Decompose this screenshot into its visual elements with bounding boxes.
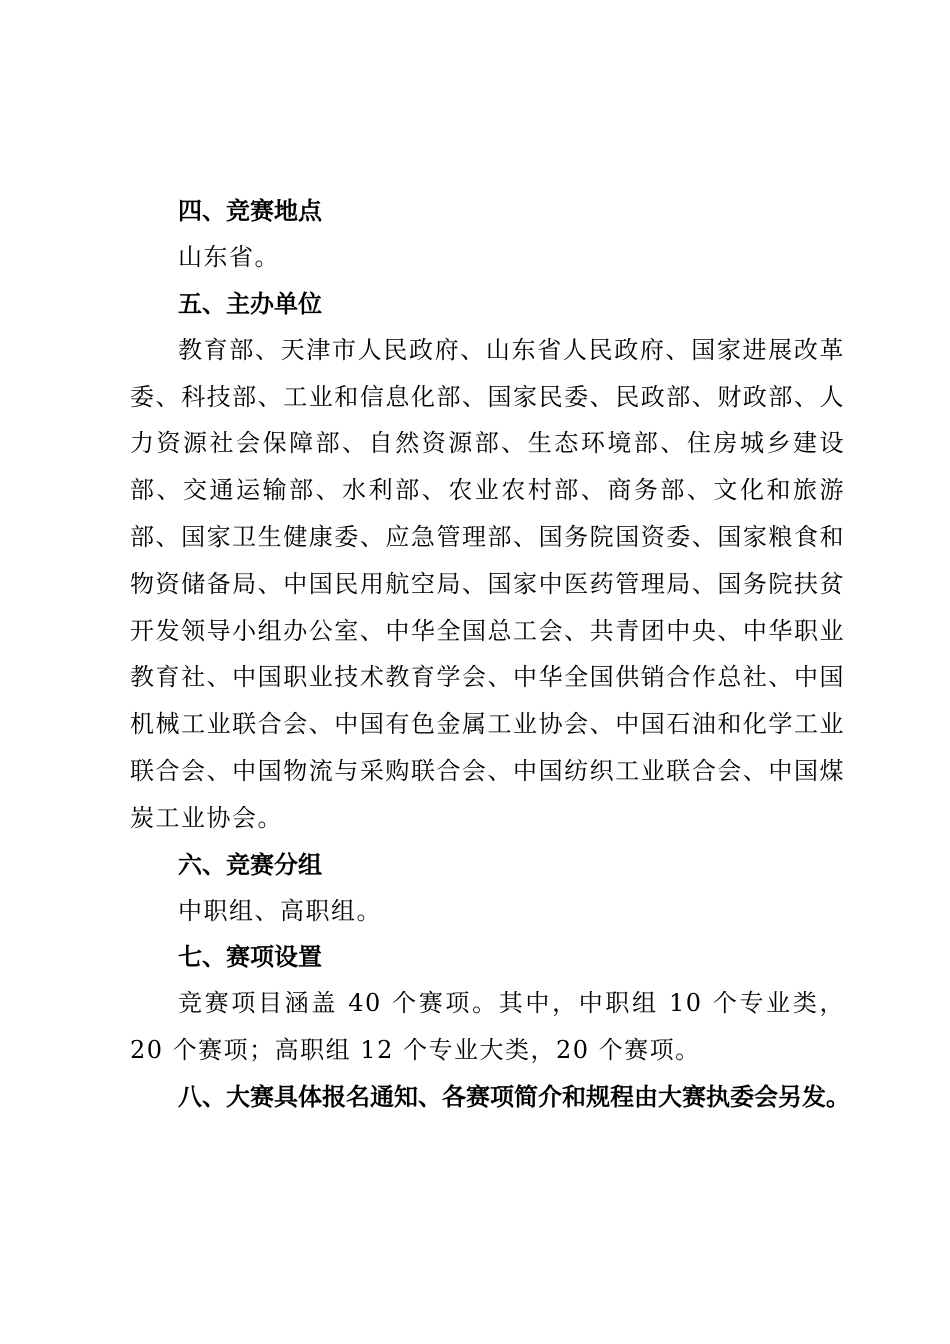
section-heading-events: 七、赛项设置 [178, 943, 322, 972]
section-heading-organizers: 五、主办单位 [178, 289, 322, 318]
section-heading-registration-notice: 八、大赛具体报名通知、各赛项简介和规程由大赛执委会另发。 [178, 1082, 850, 1111]
section-body-groups: 中职组、高职组。 [178, 896, 382, 925]
section-body-location: 山东省。 [178, 243, 280, 271]
section-heading-location: 四、竞赛地点 [178, 197, 322, 225]
section-body-organizers: 教育部、天津市人民政府、山东省人民政府、国家进展改革委、科技部、工业和信息化部、国家民委、民政部、财政部、人力资源社会保障部、自然资源部、生态环境部、住房城乡建设部、交通运输部、水利部、农业农村部、商务部、文化和旅游部、国家卫生健康委、应急管理部、国务院国资委、国家粮食和物资储备局、中国民用航空局、国家中医药管理局、国务院扶贫开发领导小组办公室、中华全国总工会、共青团中央、中华职业教育社、中国职业技术教育学会、中华全国供销合作总社、中国机械工业联合会、中国有色金属工业协会、中国石油和化学工业联合会、中国物流与采购联合会、中国纺织工业联合会、中国煤炭工业协会。 [130, 335, 845, 832]
document-page [130, 188, 850, 1120]
section-heading-groups: 六、竞赛分组 [178, 850, 322, 879]
section-body-events: 竞赛项目涵盖 40 个赛项。其中，中职组 10 个专业类，20 个赛项；高职组 12 个专业大类，20 个赛项。 [130, 989, 845, 1065]
